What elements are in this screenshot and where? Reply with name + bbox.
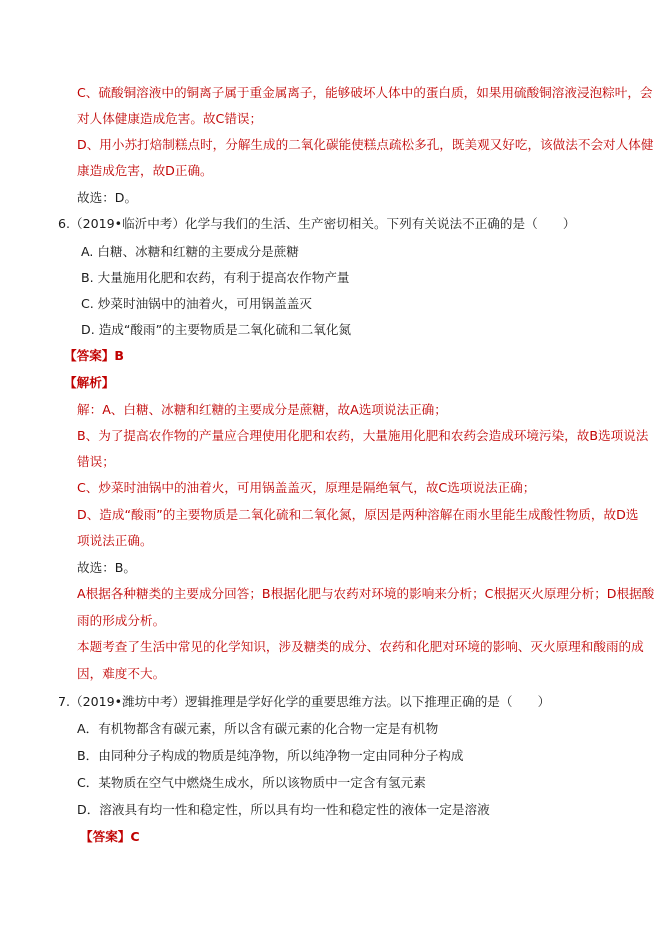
text-line: 对人体健康造成危害。故C错误； <box>77 111 263 126</box>
question-stem: 7.（2019•潍坊中考）逻辑推理是学好化学的重要思维方法。以下推理正确的是（ ） <box>58 694 551 709</box>
text-line: 故选：B。 <box>77 560 137 575</box>
text-line: D、用小苏打焙制糕点时，分解生成的二氧化碳能使糕点疏松多孔，既美观又好吃，该做法不会对人体健 <box>77 137 654 152</box>
text-line: C、炒菜时油锅中的油着火，可用锅盖盖灭，原理是隔绝氧气，故C选项说法正确； <box>77 480 536 495</box>
text-line: 错误； <box>77 454 115 469</box>
answer-option: B. 大量施用化肥和农药，有利于提高农作物产量 <box>81 270 350 285</box>
text-line: C、硫酸铜溶液中的铜离子属于重金属离子，能够破坏人体中的蛋白质，如果用硫酸铜溶液浸泡粽叶，会 <box>77 85 653 100</box>
text-line: 解：A、白糖、冰糖和红糖的主要成分是蔗糖，故A选项说法正确； <box>77 402 447 417</box>
answer-option: C. 炒菜时油锅中的油着火，可用锅盖盖灭 <box>81 296 312 311</box>
answer-option: C．某物质在空气中燃烧生成水，所以该物质中一定含有氢元素 <box>77 775 426 790</box>
answer-option: A．有机物都含有碳元素，所以含有碳元素的化合物一定是有机物 <box>77 721 439 736</box>
text-line: 雨的形成分析。 <box>77 613 166 628</box>
answer-label: 【答案】C <box>80 829 140 844</box>
text-line: 故选：D。 <box>77 190 138 205</box>
text-line: 因，难度不大。 <box>77 666 166 681</box>
answer-option: D. 造成“酸雨”的主要物质是二氧化硫和二氧化氮 <box>81 322 352 337</box>
text-line: 康造成危害，故D正确。 <box>77 163 213 178</box>
answer-option: A. 白糖、冰糖和红糖的主要成分是蔗糖 <box>81 244 299 259</box>
text-line: D、造成“酸雨”的主要物质是二氧化硫和二氧化氮，原因是两种溶解在雨水里能生成酸性物质，故D选 <box>77 507 639 522</box>
text-line: 项说法正确。 <box>77 533 153 548</box>
analysis-label: 【解析】 <box>64 375 115 390</box>
question-stem: 6.（2019•临沂中考）化学与我们的生活、生产密切相关。下列有关说法不正确的是（ ） <box>58 216 576 231</box>
answer-label: 【答案】B <box>64 348 124 363</box>
text-line: 本题考查了生活中常见的化学知识，涉及糖类的成分、农药和化肥对环境的影响、灭火原理和酸雨的成 <box>77 639 644 654</box>
answer-option: D．溶液具有均一性和稳定性，所以具有均一性和稳定性的液体一定是溶液 <box>77 802 490 817</box>
text-line: A根据各种糖类的主要成分回答；B根据化肥与农药对环境的影响来分析；C根据灭火原理分析；D根据酸 <box>77 586 655 601</box>
answer-option: B．由同种分子构成的物质是纯净物，所以纯净物一定由同种分子构成 <box>77 748 464 763</box>
text-line: B、为了提高农作物的产量应合理使用化肥和农药，大量施用化肥和农药会造成环境污染，故B选项说法 <box>77 428 649 443</box>
